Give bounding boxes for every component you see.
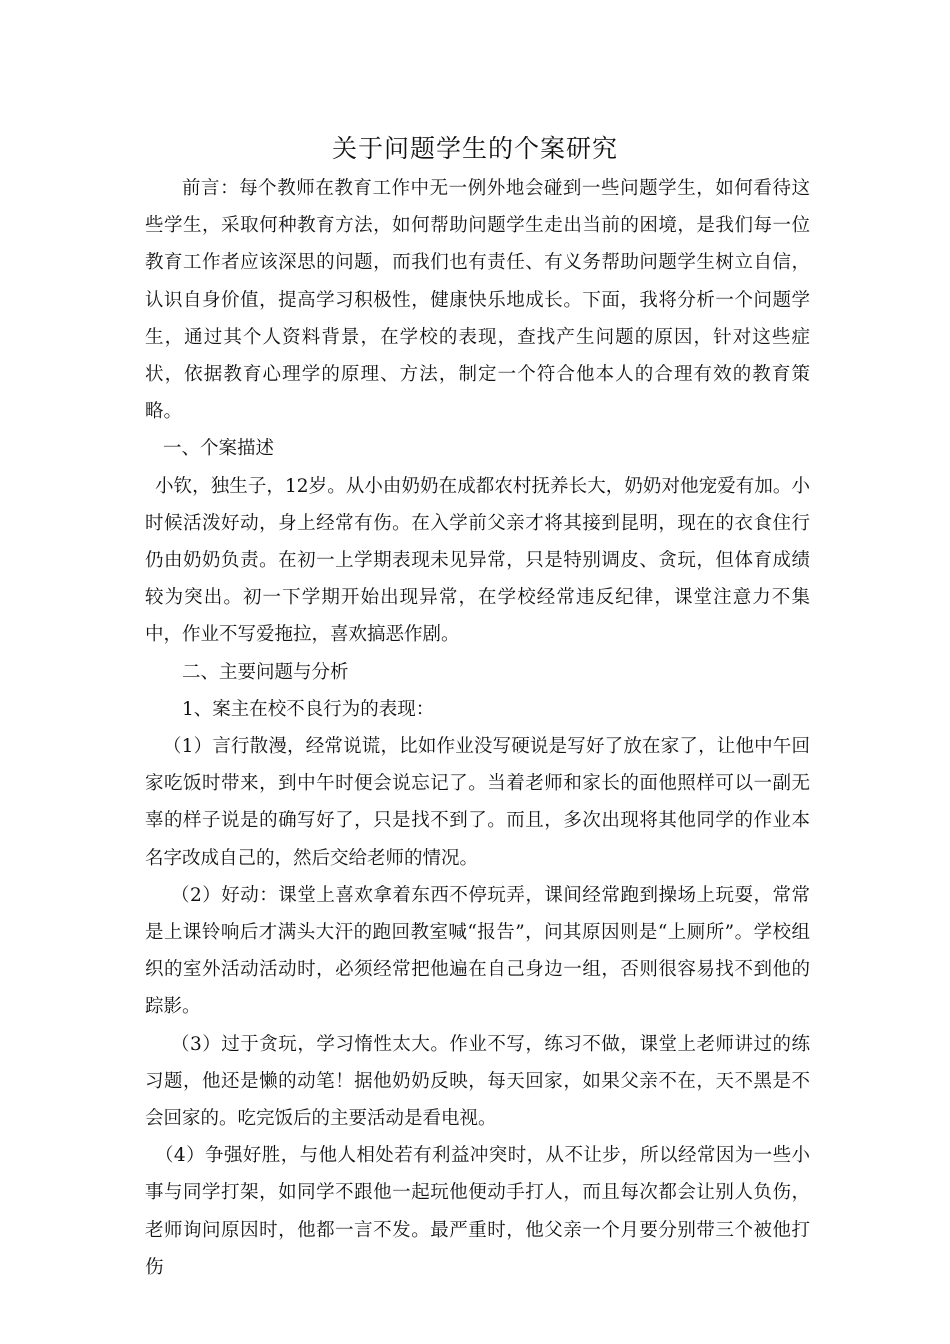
paragraph-item-3: （3）过于贪玩，学习惰性太大。作业不写，练习不做，课堂上老师讲过的练习题，他还是懒的动笔！据他奶奶反映，每天回家，如果父亲不在，天不黑是不会回家的。吃完饭后的主要活动是看电视。 <box>145 1033 810 1130</box>
paragraph-preface: 前言：每个教师在教育工作中无一例外地会碰到一些问题学生，如何看待这些学生，采取何种教育方法，如何帮助问题学生走出当前的困境，是我们每一位教育工作者应该深思的问题，而我们也有责任、有义务帮助问题学生树立自信，认识自身价值，提高学习积极性，健康快乐地成长。下面，我将分析一个问题学生，通过其个人资料背景，在学校的表现，查找产生问题的原因，针对这些症状，依据教育心理学的原理、方法，制定一个符合他本人的合理有效的教育策略。 <box>145 178 810 423</box>
paragraph-item-2: （2）好动：课堂上喜欢拿着东西不停玩弄，课间经常跑到操场上玩耍，常常是上课铃响后才满头大汗的跑回教室喊“报告”，问其原因则是“上厕所”。学校组织的室外活动活动时，必须经常把他遍在自己身边一组，否则很容易找不到他的踪影。 <box>145 884 810 1018</box>
subheading-bad-behavior: 1、案主在校不良行为的表现： <box>182 698 435 720</box>
section-heading-case-description: 一、个案描述 <box>163 438 275 460</box>
document-title: 关于问题学生的个案研究 <box>331 134 618 163</box>
section-heading-problems-analysis: 二、主要问题与分析 <box>182 661 349 683</box>
document-body <box>145 170 810 1286</box>
paragraph-item-4: （4）争强好胜，与他人相处若有利益冲突时，从不让步，所以经常因为一些小事与同学打架，如同学不跟他一起玩他便动手打人，而且每次都会让别人负伤，老师询问原因时，他都一言不发。最严重时，他父亲一个月要分别带三个被他打伤 <box>145 1145 810 1278</box>
paragraph-item-1: （1）言行散漫，经常说谎，比如作业没写硬说是写好了放在家了，让他中午回家吃饭时带来，到中午时便会说忘记了。当着老师和家长的面他照样可以一副无辜的样子说是的确写好了，只是找不到了。而且，多次出现将其他同学的作业本名字改成自己的，然后交给老师的情况。 <box>145 736 810 869</box>
paragraph-case-description: 小钦，独生子，12岁。从小由奶奶在成都农村抚养长大，奶奶对他宠爱有加。小时候活泼好动，身上经常有伤。在入学前父亲才将其接到昆明，现在的衣食住行仍由奶奶负责。在初一上学期表现未见异常，只是特别调皮、贪玩，但体育成绩较为突出。初一下学期开始出现异常，在学校经常违反纪律，课堂注意力不集中，作业不写爱拖拉，喜欢搞恶作剧。 <box>145 475 810 646</box>
